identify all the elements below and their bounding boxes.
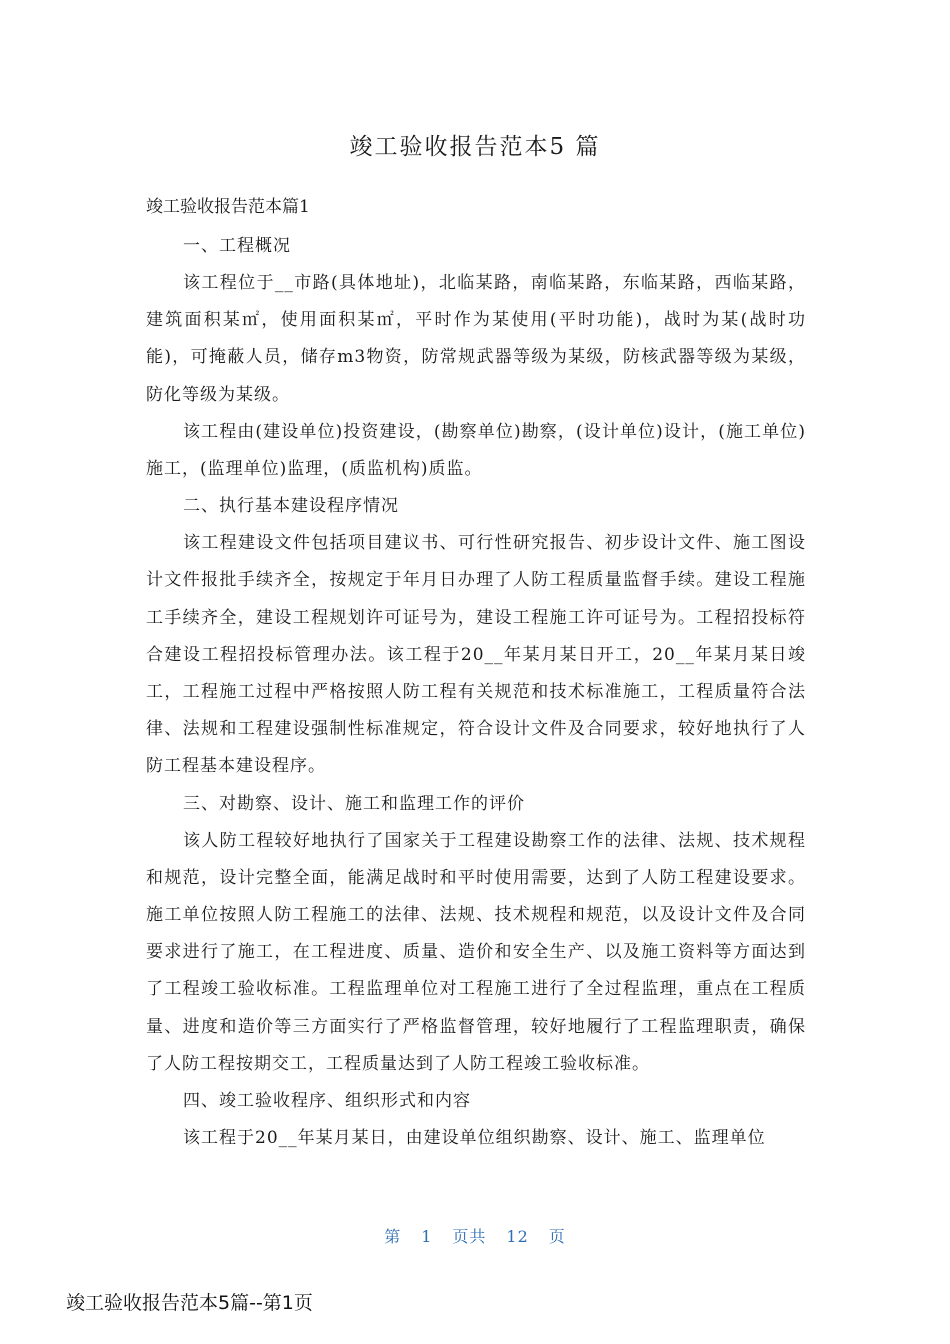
section-heading-4: 四、竣工验收程序、组织形式和内容	[183, 1091, 471, 1112]
footer-page-number: 1	[421, 1227, 433, 1246]
document-title: 竣工验收报告范本5 篇	[349, 134, 601, 160]
footer-total-pages: 12	[506, 1227, 529, 1246]
document-caption: 竣工验收报告范本5篇--第1页	[66, 1292, 313, 1314]
section-heading-2: 二、执行基本建设程序情况	[183, 496, 399, 517]
footer-label-page: 第	[384, 1227, 402, 1246]
document-body	[146, 192, 806, 1157]
paragraph-1-2: 该工程由(建设单位)投资建设，(勘察单位)勘察，(设计单位)设计，(施工单位)施工，(监理单位)监理，(质监机构)质监。	[146, 421, 806, 480]
paragraph-3-1: 该人防工程较好地执行了国家关于工程建设勘察工作的法律、法规、技术规程和规范，设计完整全面，能满足战时和平时使用需要，达到了人防工程建设要求。施工单位按照人防工程施工的法律、法规、技术规程和规范，以及设计文件及合同要求进行了施工，在工程进度、质量、造价和安全生产、以及施工资料等方面达到了工程竣工验收标准。工程监理单位对工程施工进行了全过程监理，重点在工程质量、进度和造价等三方面实行了严格监督管理，较好地履行了工程监理职责，确保了人防工程按期交工，工程质量达到了人防工程竣工验收标准。	[146, 830, 806, 1074]
document-subtitle: 竣工验收报告范本篇1	[146, 197, 310, 217]
footer-label-pages: 页	[548, 1227, 566, 1246]
page-footer	[0, 1224, 950, 1247]
paragraph-1-1: 该工程位于__市路(具体地址)，北临某路，南临某路，东临某路，西临某路，建筑面积某㎡，使用面积某㎡，平时作为某使用(平时功能)，战时为某(战时功能)，可掩蔽人员，储存m3物资，防常规武器等级为某级，防核武器等级为某级，防化等级为某级。	[146, 273, 806, 405]
section-heading-1: 一、工程概况	[183, 236, 291, 256]
section-heading-3: 三、对勘察、设计、施工和监理工作的评价	[183, 793, 525, 814]
footer-label-of: 页共	[452, 1227, 487, 1246]
paragraph-4-1: 该工程于20__年某月某日，由建设单位组织勘察、设计、施工、监理单位	[183, 1128, 766, 1149]
paragraph-2-1: 该工程建设文件包括项目建议书、可行性研究报告、初步设计文件、施工图设计文件报批手续齐全，按规定于年月日办理了人防工程质量监督手续。建设工程施工手续齐全，建设工程规划许可证号为，建设工程施工许可证号为。工程招投标符合建设工程招投标管理办法。该工程于20__年某月某日开工，20__年某月某日竣工，工程施工过程中严格按照人防工程有关规范和技术标准施工，工程质量符合法律、法规和工程建设强制性标准规定，符合设计文件及合同要求，较好地执行了人防工程基本建设程序。	[146, 533, 806, 777]
